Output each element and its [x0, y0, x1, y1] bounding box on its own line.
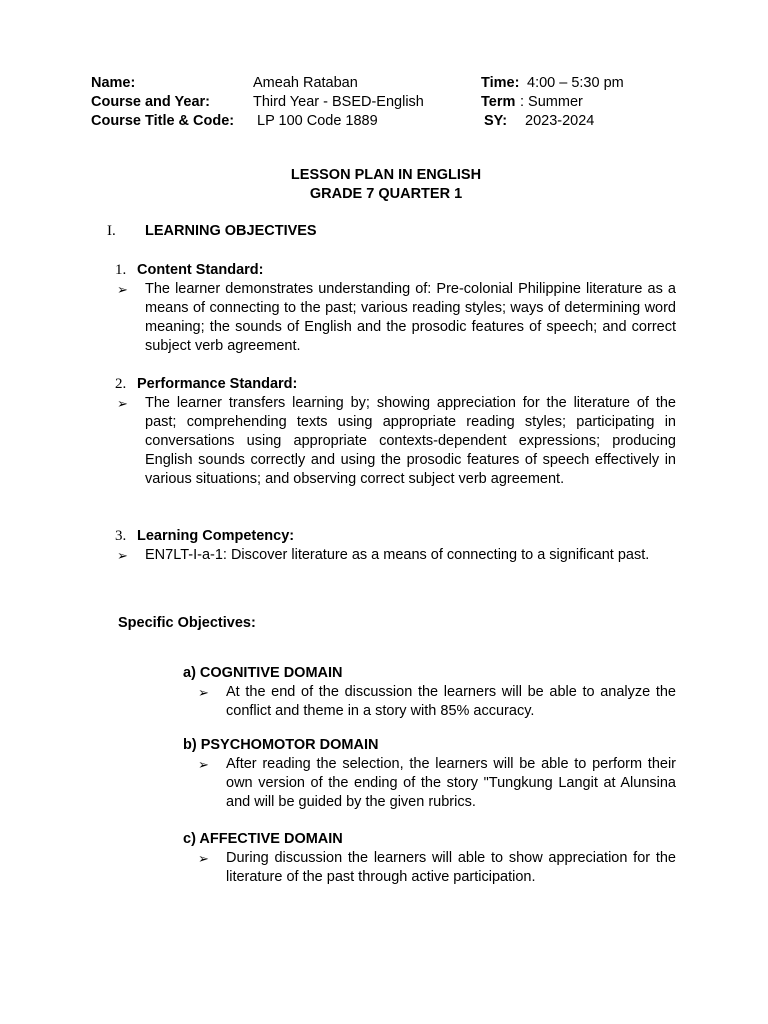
- arrowhead-bullet-icon: ➢: [117, 548, 128, 563]
- performance-standard-number: 2.: [115, 376, 127, 392]
- specific-objectives-heading: Specific Objectives:: [118, 615, 256, 631]
- psychomotor-domain-text: After reading the selection, the learners will be able to perform their own version of the ending of the story "Tungkung Langit at Alunsina and will be guided by the given rubrics.: [226, 756, 676, 810]
- term-value: : Summer: [520, 94, 583, 110]
- title-code-value: LP 100 Code 1889: [257, 113, 378, 129]
- learning-competency-heading: [115, 527, 294, 546]
- section-numeral: I.: [107, 223, 116, 239]
- content-standard-item: [117, 280, 676, 356]
- name-label: Name:: [91, 75, 136, 91]
- affective-domain-heading: c) AFFECTIVE DOMAIN: [183, 831, 343, 847]
- time-label: Time:: [481, 75, 520, 91]
- performance-standard-item: [117, 394, 676, 489]
- content-standard-title: Content Standard:: [137, 262, 264, 278]
- content-standard-text: The learner demonstrates understanding of: Pre-colonial Philippine literature as a means of connecting to the past; various reading styles; ways of determining word meaning; the sounds of English and the prosodic features of speech; and correct subject verb agreement.: [145, 281, 676, 354]
- learning-competency-text: EN7LT-I-a-1: Discover literature as a means of connecting to a significant past.: [145, 547, 650, 563]
- learning-competency-item: [117, 546, 676, 565]
- course-label: Course and Year:: [91, 94, 211, 110]
- cognitive-domain-heading: a) COGNITIVE DOMAIN: [183, 665, 343, 681]
- content-standard-number: 1.: [115, 262, 127, 278]
- section-heading: LEARNING OBJECTIVES: [145, 223, 317, 239]
- cognitive-domain-item: [198, 683, 676, 721]
- affective-domain-item: [198, 849, 676, 887]
- arrowhead-bullet-icon: ➢: [117, 396, 128, 411]
- arrowhead-bullet-icon: ➢: [117, 282, 128, 297]
- document-title: LESSON PLAN IN ENGLISH: [290, 167, 482, 183]
- cognitive-domain-text: At the end of the discussion the learners will be able to analyze the conflict and theme in a story with 85% accuracy.: [226, 684, 676, 719]
- sy-label: SY:: [484, 113, 508, 129]
- performance-standard-heading: [115, 375, 297, 394]
- document-subtitle: GRADE 7 QUARTER 1: [309, 186, 463, 202]
- performance-standard-text: The learner transfers learning by; showing appreciation for the literature of the past; comprehending texts using appropriate reading styles; participating in conversations using appropriate contexts-dependent expressions; producing English sounds correctly and using the prosodic features of speech effectively in various situations; and observing correct subject verb agreement.: [145, 395, 676, 487]
- learning-competency-title: Learning Competency:: [137, 528, 295, 544]
- performance-standard-title: Performance Standard:: [137, 376, 298, 392]
- time-value: 4:00 – 5:30 pm: [527, 75, 624, 91]
- learning-competency-number: 3.: [115, 528, 127, 544]
- psychomotor-domain-item: [198, 755, 676, 812]
- term-label: Term: [481, 94, 516, 110]
- psychomotor-domain-heading: b) PSYCHOMOTOR DOMAIN: [183, 737, 379, 753]
- section-learning-objectives: [107, 222, 317, 241]
- arrowhead-bullet-icon: ➢: [198, 757, 209, 772]
- affective-domain-text: During discussion the learners will able to show appreciation for the literature of the past through active participation.: [226, 850, 676, 885]
- course-value: Third Year - BSED-English: [253, 94, 424, 110]
- content-standard-heading: [115, 261, 263, 280]
- title-code-label: Course Title & Code:: [91, 113, 235, 129]
- sy-value: 2023-2024: [525, 113, 595, 129]
- name-value: Ameah Rataban: [253, 75, 358, 91]
- arrowhead-bullet-icon: ➢: [198, 851, 209, 866]
- arrowhead-bullet-icon: ➢: [198, 685, 209, 700]
